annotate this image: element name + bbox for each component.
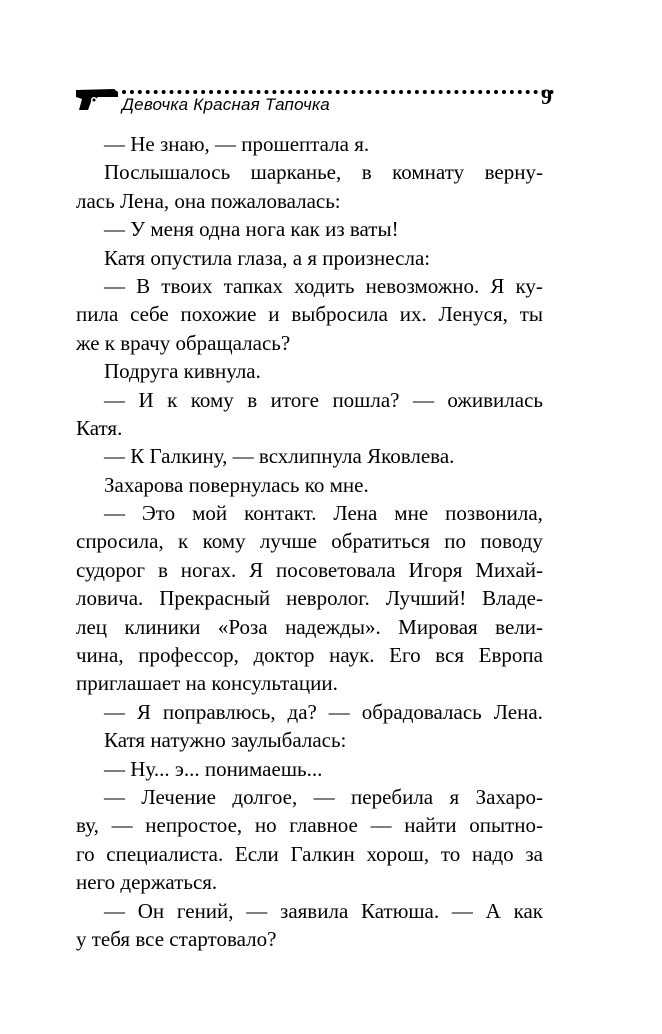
- word: контакт.: [244, 501, 317, 526]
- text-line: [76, 158, 543, 186]
- text-line: [76, 215, 543, 243]
- word: я: [449, 784, 460, 809]
- line-text: Захарова повернулась ко мне.: [104, 472, 369, 497]
- word: клиники: [124, 614, 201, 639]
- word: —: [104, 387, 125, 412]
- word: непростое,: [145, 813, 243, 838]
- word: —: [104, 784, 125, 809]
- word: вся: [435, 643, 464, 668]
- text-line: [76, 499, 543, 527]
- line-text: Катя натужно заулыбалась:: [104, 728, 347, 753]
- word: Игоря: [408, 557, 463, 582]
- line-text: Катя.: [76, 415, 123, 440]
- word: позвонила,: [445, 501, 543, 526]
- word: в: [247, 387, 258, 412]
- word: ловича.: [76, 586, 144, 611]
- word: Его: [389, 643, 421, 668]
- word: в: [361, 160, 372, 185]
- word: —: [111, 813, 133, 838]
- word: за: [525, 841, 543, 866]
- word: то: [440, 841, 461, 866]
- line-text: — Не знаю, — прошептала я.: [104, 132, 370, 156]
- word: Если: [234, 841, 279, 866]
- word: Галкин: [290, 841, 355, 866]
- word: Послышалось: [104, 160, 231, 185]
- word: опытно-: [469, 813, 543, 838]
- word: чина,: [76, 643, 124, 668]
- header-dotted-rule: [122, 90, 554, 94]
- line-text: — У меня одна нога как из ваты!: [104, 217, 399, 242]
- word: лец: [76, 614, 108, 639]
- text-line: [76, 641, 543, 669]
- word: Михай-: [475, 557, 543, 582]
- body-text: [76, 130, 543, 953]
- line-text: — Ну... э... понимаешь...: [104, 756, 323, 781]
- word: Европа: [478, 643, 543, 668]
- word: твоих: [161, 273, 213, 298]
- word: —: [412, 387, 434, 412]
- word: гений,: [176, 898, 234, 923]
- word: да?: [287, 699, 317, 724]
- word: кому: [190, 387, 234, 412]
- word: поводу: [480, 529, 543, 554]
- word: мой: [192, 501, 228, 526]
- revolver-icon: [74, 86, 120, 112]
- word: доктор: [253, 643, 315, 668]
- text-line: [76, 897, 543, 925]
- word: итоге: [270, 387, 319, 412]
- text-line: [76, 527, 543, 555]
- line-text: Подруга кивнула.: [104, 359, 261, 384]
- word: —: [104, 273, 125, 298]
- word: поправлюсь,: [162, 699, 276, 724]
- word: тапках: [223, 273, 284, 298]
- word: к: [178, 529, 189, 554]
- text-line: [76, 386, 543, 414]
- word: хорош,: [366, 841, 430, 866]
- running-head: [74, 82, 552, 122]
- word: обратиться: [331, 529, 430, 554]
- word: главное: [289, 813, 358, 838]
- word: специалиста.: [106, 841, 224, 866]
- word: ногах.: [180, 557, 237, 582]
- word: пошла?: [332, 387, 400, 412]
- text-line: [76, 868, 543, 896]
- word: надежды».: [285, 614, 381, 639]
- text-line: [76, 414, 543, 442]
- text-line: [76, 272, 543, 300]
- word: перебила: [351, 784, 434, 809]
- word: похожие: [180, 302, 257, 327]
- word: ты: [519, 302, 543, 327]
- word: Я: [136, 699, 151, 724]
- word: себе: [130, 302, 169, 327]
- word: Лена: [333, 501, 378, 526]
- word: ку-: [515, 273, 543, 298]
- word: по: [444, 529, 466, 554]
- word: заявила: [280, 898, 349, 923]
- word: обрадовалась: [361, 699, 482, 724]
- word: найти: [404, 813, 457, 838]
- word: —: [246, 898, 268, 923]
- word: Ленуся,: [438, 302, 508, 327]
- text-line: [76, 613, 543, 641]
- word: но: [254, 813, 277, 838]
- word: Захаро-: [475, 784, 543, 809]
- word: выбросила: [291, 302, 388, 327]
- text-line: [76, 698, 543, 726]
- word: —: [104, 898, 125, 923]
- word: Он: [137, 898, 165, 923]
- text-line: [76, 244, 543, 272]
- text-line: [76, 783, 543, 811]
- page-number: 9: [541, 84, 552, 109]
- word: —: [451, 898, 473, 923]
- text-line: [76, 442, 543, 470]
- line-text: приглашает на консультации.: [76, 671, 338, 696]
- text-line: [76, 556, 543, 584]
- word: невролог.: [286, 586, 370, 611]
- word: спросила,: [76, 529, 164, 554]
- word: как: [513, 898, 543, 923]
- word: Владе-: [482, 586, 543, 611]
- word: Я: [249, 557, 264, 582]
- line-text: лась Лена, она пожаловалась:: [76, 188, 341, 213]
- word: кому: [202, 529, 246, 554]
- word: го: [76, 841, 95, 866]
- word: верну-: [484, 160, 543, 185]
- word: ходить: [294, 273, 355, 298]
- text-line: [76, 811, 543, 839]
- word: долгое,: [232, 784, 298, 809]
- text-line: [76, 471, 543, 499]
- word: вели-: [495, 614, 543, 639]
- word: И: [138, 387, 154, 412]
- word: «Роза: [217, 614, 268, 639]
- word: Прекрасный: [159, 586, 271, 611]
- text-line: [76, 755, 543, 783]
- word: —: [328, 699, 350, 724]
- line-text: у тебя все стартовало?: [76, 926, 277, 951]
- word: надо: [471, 841, 514, 866]
- word: Лечение: [141, 784, 216, 809]
- word: невозможно.: [365, 273, 480, 298]
- word: шарканье,: [250, 160, 342, 185]
- word: наук.: [329, 643, 375, 668]
- text-line: [76, 329, 543, 357]
- text-line: [76, 669, 543, 697]
- word: Катюша.: [361, 898, 440, 923]
- word: Лена.: [493, 699, 543, 724]
- word: —: [370, 813, 392, 838]
- word: Это: [141, 501, 176, 526]
- text-line: [76, 130, 543, 158]
- word: Я: [490, 273, 505, 298]
- line-text: Катя опустила глаза, а я произнесла:: [104, 245, 431, 270]
- text-line: [76, 840, 543, 868]
- line-text: него держаться.: [76, 870, 218, 895]
- word: А: [485, 898, 501, 923]
- text-line: [76, 187, 543, 215]
- text-line: [76, 925, 543, 953]
- text-line: [76, 584, 543, 612]
- word: к: [167, 387, 178, 412]
- text-line: [76, 300, 543, 328]
- word: —: [313, 784, 335, 809]
- word: ву,: [76, 813, 99, 838]
- text-line: [76, 357, 543, 385]
- word: Лучший!: [385, 586, 467, 611]
- word: в: [157, 557, 168, 582]
- word: и: [268, 302, 280, 327]
- word: пила: [76, 302, 119, 327]
- word: лучше: [259, 529, 317, 554]
- word: посоветовала: [276, 557, 396, 582]
- word: профессор,: [138, 643, 239, 668]
- word: —: [104, 699, 125, 724]
- book-title: Девочка Красная Тапочка: [122, 95, 330, 114]
- word: Мировая: [398, 614, 478, 639]
- word: судорог: [76, 557, 146, 582]
- word: В: [136, 273, 151, 298]
- word: оживилась: [447, 387, 543, 412]
- text-line: [76, 726, 543, 754]
- line-text: — К Галкину, — всхлипнула Яковлева.: [104, 444, 455, 469]
- word: их.: [399, 302, 427, 327]
- line-text: же к врачу обращалась?: [76, 330, 291, 355]
- word: —: [104, 501, 125, 526]
- word: комнату: [392, 160, 465, 185]
- word: мне: [394, 501, 429, 526]
